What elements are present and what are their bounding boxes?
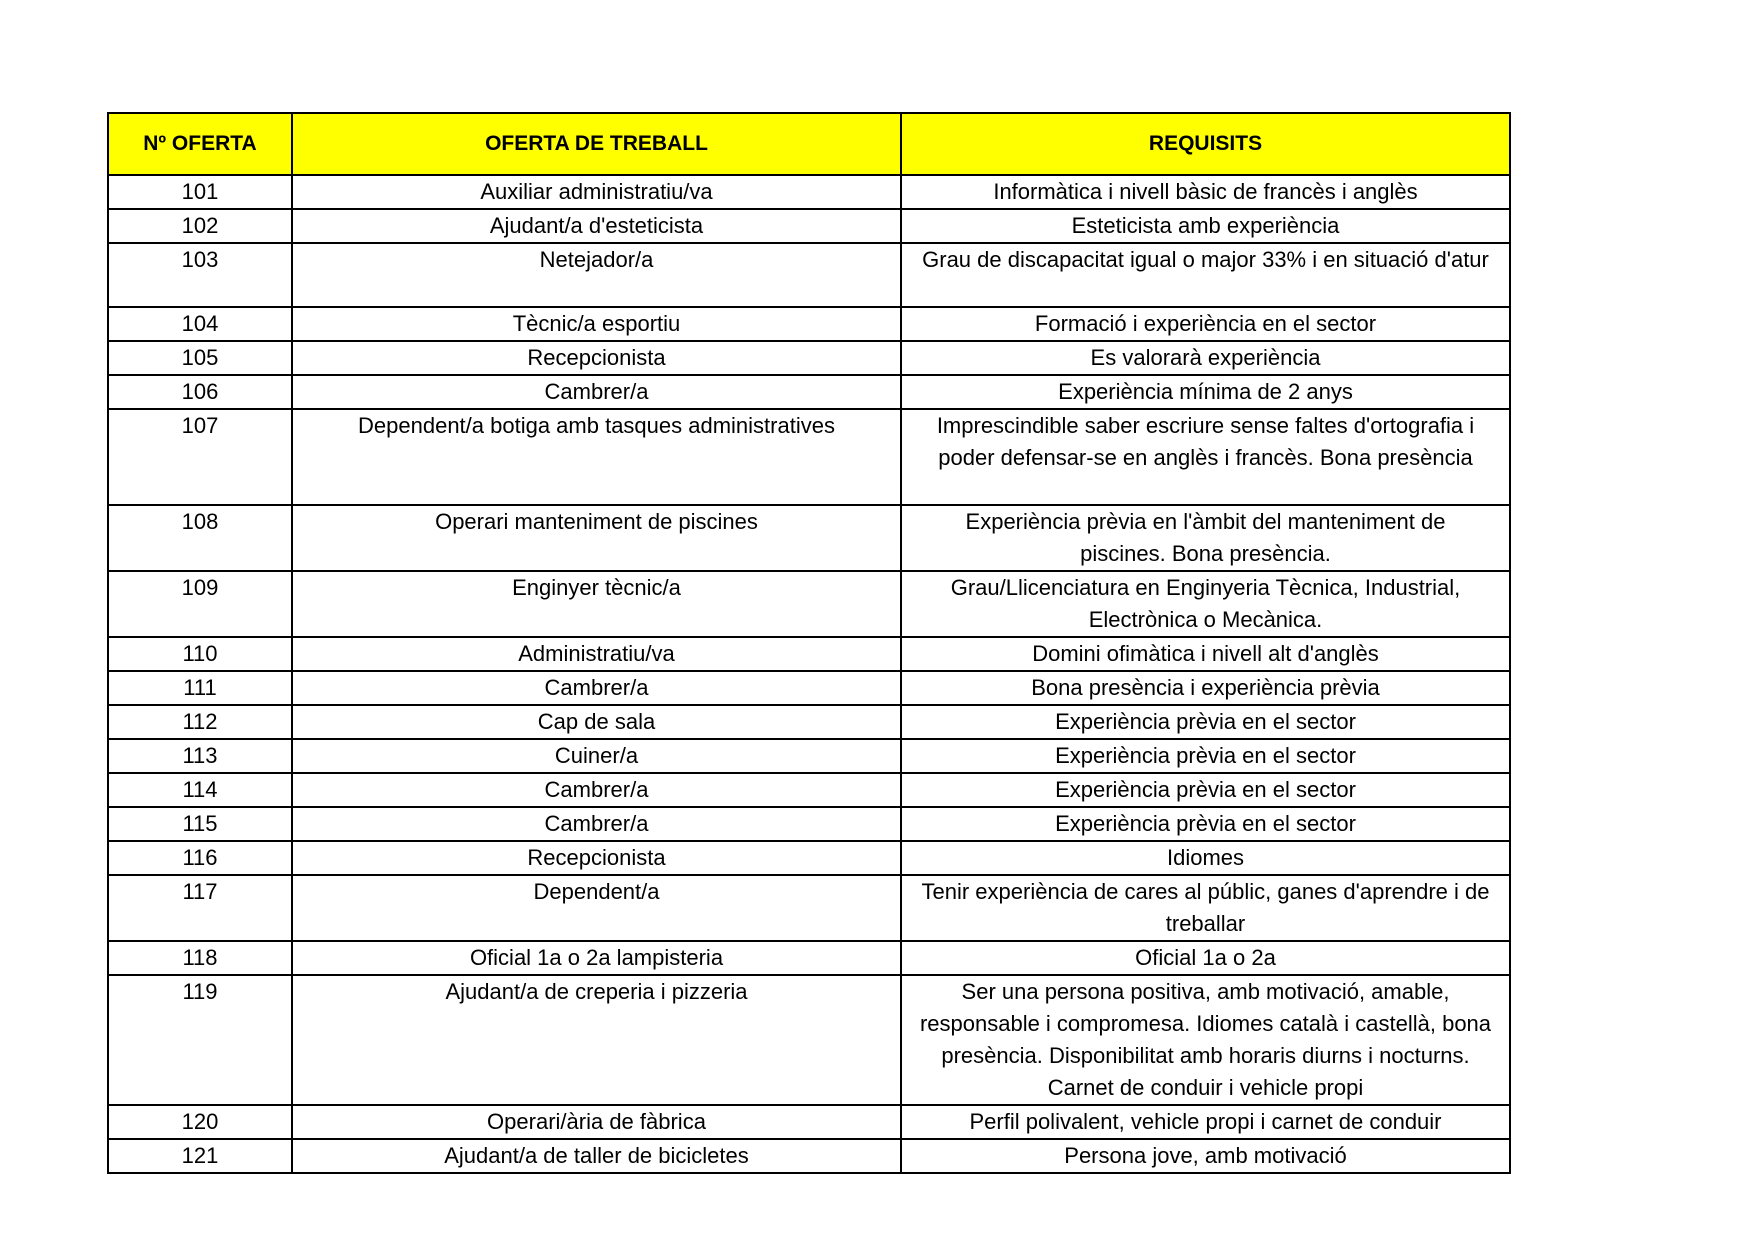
offer-number-cell: 107 [108, 409, 292, 505]
table-body [108, 175, 1510, 1173]
table-row [108, 637, 1510, 671]
header-requirements: REQUISITS [901, 113, 1510, 175]
table-row [108, 705, 1510, 739]
table-row [108, 243, 1510, 307]
header-row [108, 113, 1510, 175]
offer-number-cell: 113 [108, 739, 292, 773]
offer-number-cell: 102 [108, 209, 292, 243]
offer-number-cell: 120 [108, 1105, 292, 1139]
job-offer-cell: Enginyer tècnic/a [292, 571, 901, 637]
requirements-cell: Informàtica i nivell bàsic de francès i anglès [901, 175, 1510, 209]
job-offer-cell: Ajudant/a de taller de bicicletes [292, 1139, 901, 1173]
job-offer-cell: Tècnic/a esportiu [292, 307, 901, 341]
requirements-cell: Grau/Llicenciatura en Enginyeria Tècnica, Industrial, Electrònica o Mecànica. [901, 571, 1510, 637]
table-row [108, 341, 1510, 375]
job-offer-cell: Cambrer/a [292, 671, 901, 705]
job-offer-cell: Cambrer/a [292, 807, 901, 841]
job-offer-cell: Cap de sala [292, 705, 901, 739]
offer-number-cell: 118 [108, 941, 292, 975]
offer-number-cell: 116 [108, 841, 292, 875]
table-row [108, 1105, 1510, 1139]
requirements-cell: Experiència prèvia en el sector [901, 739, 1510, 773]
table-row [108, 841, 1510, 875]
offer-number-cell: 121 [108, 1139, 292, 1173]
offer-number-cell: 106 [108, 375, 292, 409]
offer-number-cell: 105 [108, 341, 292, 375]
offer-number-cell: 117 [108, 875, 292, 941]
job-offer-cell: Administratiu/va [292, 637, 901, 671]
job-offer-cell: Operari/ària de fàbrica [292, 1105, 901, 1139]
job-offer-cell: Recepcionista [292, 841, 901, 875]
offer-number-cell: 103 [108, 243, 292, 307]
table-row [108, 175, 1510, 209]
offer-number-cell: 112 [108, 705, 292, 739]
table-row [108, 375, 1510, 409]
offer-number-cell: 101 [108, 175, 292, 209]
job-offer-cell: Cuiner/a [292, 739, 901, 773]
requirements-cell: Imprescindible saber escriure sense faltes d'ortografia i poder defensar-se en anglès i francès. Bona presència [901, 409, 1510, 505]
table-row [108, 571, 1510, 637]
requirements-cell: Ser una persona positiva, amb motivació, amable, responsable i compromesa. Idiomes català i castellà, bona presència. Disponibilitat amb horaris diurns i nocturns. Carnet de conduir i vehicle propi [901, 975, 1510, 1105]
job-offer-cell: Auxiliar administratiu/va [292, 175, 901, 209]
table-header [108, 113, 1510, 175]
requirements-cell: Experiència prèvia en el sector [901, 705, 1510, 739]
requirements-cell: Tenir experiència de cares al públic, ganes d'aprendre i de treballar [901, 875, 1510, 941]
requirements-cell: Experiència mínima de 2 anys [901, 375, 1510, 409]
job-offer-cell: Ajudant/a d'esteticista [292, 209, 901, 243]
table-row [108, 1139, 1510, 1173]
offer-number-cell: 119 [108, 975, 292, 1105]
table-row [108, 875, 1510, 941]
header-job-offer: OFERTA DE TREBALL [292, 113, 901, 175]
table-row [108, 941, 1510, 975]
job-offer-cell: Netejador/a [292, 243, 901, 307]
offer-number-cell: 115 [108, 807, 292, 841]
table-row [108, 409, 1510, 505]
requirements-cell: Es valorarà experiència [901, 341, 1510, 375]
requirements-cell: Idiomes [901, 841, 1510, 875]
requirements-cell: Grau de discapacitat igual o major 33% i en situació d'atur [901, 243, 1510, 307]
table-row [108, 505, 1510, 571]
table-row [108, 975, 1510, 1105]
table-row [108, 773, 1510, 807]
header-offer-number: Nº OFERTA [108, 113, 292, 175]
requirements-cell: Perfil polivalent, vehicle propi i carnet de conduir [901, 1105, 1510, 1139]
table-row [108, 671, 1510, 705]
job-offer-cell: Dependent/a [292, 875, 901, 941]
requirements-cell: Persona jove, amb motivació [901, 1139, 1510, 1173]
job-offer-cell: Recepcionista [292, 341, 901, 375]
offer-number-cell: 108 [108, 505, 292, 571]
offer-number-cell: 114 [108, 773, 292, 807]
job-offer-cell: Ajudant/a de creperia i pizzeria [292, 975, 901, 1105]
job-offer-cell: Cambrer/a [292, 773, 901, 807]
offer-number-cell: 111 [108, 671, 292, 705]
requirements-cell: Formació i experiència en el sector [901, 307, 1510, 341]
requirements-cell: Domini ofimàtica i nivell alt d'anglès [901, 637, 1510, 671]
offer-number-cell: 104 [108, 307, 292, 341]
offer-number-cell: 109 [108, 571, 292, 637]
job-offer-cell: Operari manteniment de piscines [292, 505, 901, 571]
job-offers-table [107, 112, 1511, 1174]
job-offer-cell: Cambrer/a [292, 375, 901, 409]
offer-number-cell: 110 [108, 637, 292, 671]
job-offers-sheet [107, 112, 1509, 1174]
requirements-cell: Esteticista amb experiència [901, 209, 1510, 243]
requirements-cell: Experiència prèvia en el sector [901, 807, 1510, 841]
table-row [108, 209, 1510, 243]
table-row [108, 807, 1510, 841]
requirements-cell: Experiència prèvia en el sector [901, 773, 1510, 807]
table-row [108, 739, 1510, 773]
job-offer-cell: Oficial 1a o 2a lampisteria [292, 941, 901, 975]
job-offer-cell: Dependent/a botiga amb tasques administratives [292, 409, 901, 505]
requirements-cell: Bona presència i experiència prèvia [901, 671, 1510, 705]
table-row [108, 307, 1510, 341]
requirements-cell: Experiència prèvia en l'àmbit del manteniment de piscines. Bona presència. [901, 505, 1510, 571]
requirements-cell: Oficial 1a o 2a [901, 941, 1510, 975]
